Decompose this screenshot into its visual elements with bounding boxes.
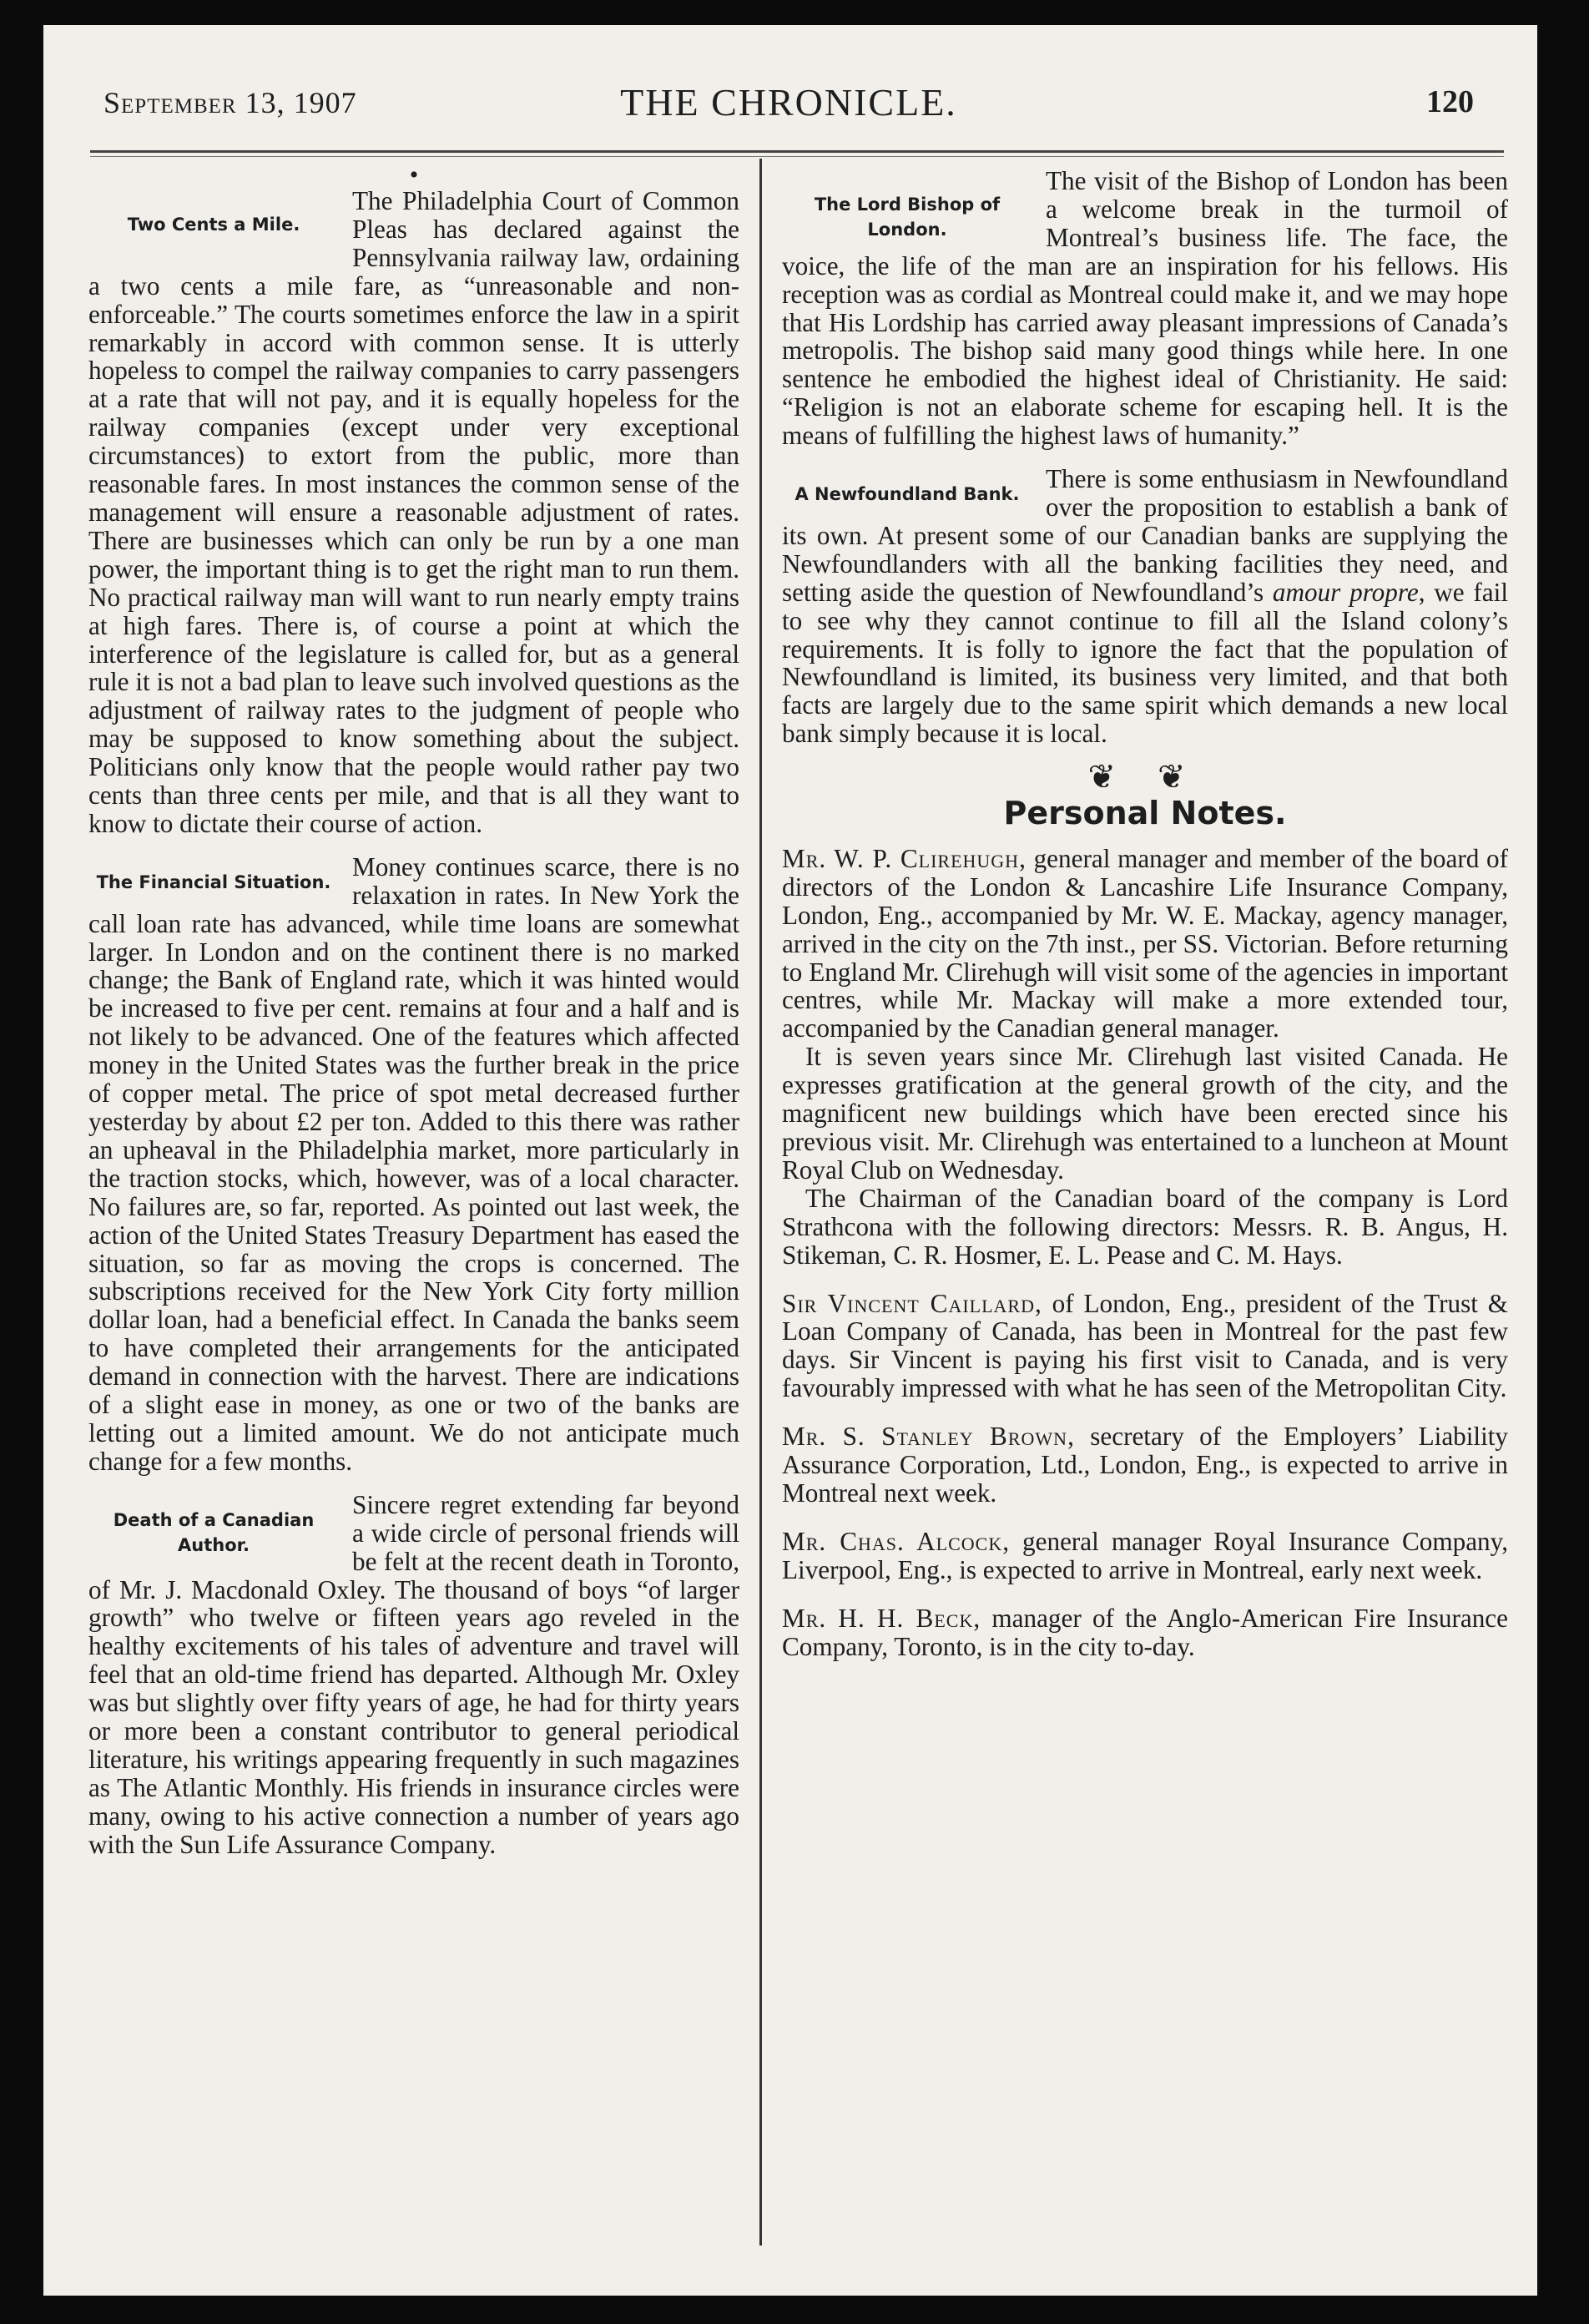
article-newfoundland — [782, 465, 1508, 748]
note-text: of London, Eng., president of the Trust & Loan Company of Canada, has been in Montreal for the past few days. Sir Vincent is paying his first visit to Canada, and is very favourably impressed with what he has seen of the Metropolitan City. — [782, 1288, 1508, 1403]
note-text: manager of the Anglo-American Fire Insurance Company, Toronto, is in the city to-day. — [782, 1603, 1508, 1661]
article-bishop-text: The visit of the Bishop of London has been a welcome break in the turmoil of Montreal’s business life. The face, the voice, the life of the man are an inspiration for his fellows. His reception was as cordial as Montreal could make it, and we may hope that His Lordship has carried away pleasant impressions of Canada’s metropolis. The bishop said many good things while here. In one sentence he embodied the highest ideal of Christianity. He said: “Religion is not an elaborate scheme for escaping hell. It is the means of fulfilling the highest laws of humanity.” — [782, 167, 1508, 451]
sidehead-two-cents: Two Cents a Mile. — [127, 215, 300, 235]
newfoundland-italic: amour propre — [1272, 577, 1419, 607]
sidehead-death-author: Death of a Canadian Author. — [113, 1509, 315, 1555]
personal-notes-title: Personal Notes. — [1003, 795, 1287, 832]
note-text: general manager and member of the board of directors of the London & Lancashire Life Insurance Company, London, Eng., accompanied by Mr. W. E. Mackay, agency manager, arrived in the city on the 7th inst., per SS. Victorian. Before returning to England Mr. Clirehugh will visit some of the agencies in important centres, while Mr. Mackay will make a more extended tour, accompanied by the Canadian general manager. — [782, 843, 1509, 1043]
column-divider — [759, 159, 762, 2246]
note-name: Mr. Chas. Alcock, — [782, 1526, 1011, 1556]
note-text: general manager Royal Insurance Company, Liverpool, Eng., is expected to arrive in Montreal, early next week. — [782, 1526, 1508, 1584]
sidehead-newfoundland: A Newfoundland Bank. — [794, 484, 1020, 505]
article-two-cents-text: The Philadelphia Court of Common Pleas has declared against the Pennsylvania railway law, ordaining a two cents a mile fare, as “unreasonable and non-enforceable.” The courts sometimes enforce the law in a spirit remarkably in accord with common sense. It is utterly hopeless to compel the railway companies to carry passengers at a rate that will not pay, and it is equally hopeless for the railway companies (except under very exceptional circumstances) to extort from the public, more than reasonable fares. In most instances the common sense of the management will ensure a reasonable adjustment of rates. There are businesses which can only be run by a one man power, the important thing is to get the right man to run them. No practical railway man will want to run nearly empty trains at high fares. There is, of course a point at which the interference of the legislature is called for, but as a general rule it is not a bad plan to leave such involved questions as the adjustment of railway rates to the judgment of people who may be supposed to know something about the subject. Politicians only know that the people would rather pay two cents than three cents per mile, and that is all they want to know to dictate their course of action. — [88, 187, 739, 838]
article-newfoundland-text — [782, 465, 1508, 748]
left-column — [88, 161, 739, 1874]
note-alcock — [782, 1528, 1508, 1584]
note-caillard — [782, 1290, 1508, 1403]
note-name: Sir Vincent Caillard, — [782, 1288, 1042, 1318]
note-text-extra: The Chairman of the Canadian board of the company is Lord Strathcona with the following directors: Messrs. R. B. Angus, H. Stikeman, C. R. Hosmer, E. L. Pease and C. M. Hays. — [782, 1183, 1508, 1270]
header-rule — [90, 150, 1504, 157]
page-header — [103, 73, 1474, 132]
article-death-author-text: Sincere regret extending far beyond a wide circle of personal friends will be felt at the recent death in Toronto, of Mr. J. Macdonald Oxley. The thousand of boys “of larger growth” who twelve or fifteen years ago reveled in the healthy excitements of his tales of adventure and travel will feel that an old-time friend has departed. Although Mr. Oxley was but slightly over fifty years of age, he had for thirty years or more been a constant contributor to general periodical literature, his writings appearing frequently in such magazines as The Atlantic Monthly. His friends in insurance circles were many, owing to his active connection a number of years ago with the Sun Life Assurance Company. — [88, 1490, 739, 1859]
note-name: Mr. S. Stanley Brown, — [782, 1422, 1075, 1452]
note-clirehugh — [782, 845, 1508, 1270]
article-financial-text: Money continues scarce, there is no relaxation in rates. In New York the call loan rate has advanced, while time loans are somewhat larger. In London and on the continent there is no marked change; the Bank of England rate, which it was hinted would be increased to five per cent. remains at four and a half and is not likely to be advanced. One of the features which affected money in the United States was the further break in the price of copper metal. The price of spot metal decreased further yesterday by about £2 per ton. Added to this there was rather an upheaval in the Philadelphia market, more particularly in the traction stocks, which, however, was of a local character. No failures are, so far, reported. As pointed out last week, the action of the United States Treasury Department has eased the situation, so far as moving the crops is concerned. The subscriptions received for the New York City forty million dollar loan, had a beneficial effect. In Canada the banks seem to have completed their arrangements for the anticipated demand in connection with the harvest. There are indications of a slight ease in money, as one or two of the banks are letting out a limited amount. We do not anticipate much change for a few months. — [88, 852, 739, 1476]
ornament-dot: • — [409, 161, 419, 189]
note-name: Mr. W. P. Clirehugh, — [782, 843, 1027, 873]
section-ornament: ❦ ❦ — [1087, 758, 1203, 796]
sidehead-financial: The Financial Situation. — [96, 872, 331, 892]
newfoundland-text-b: , we fail to see why they cannot continue to fill all the Island colony’s requirements. It is folly to ignore the fact that the population of Newfoundland is limited, its business very limited, and that both facts are largely due to the same spirit which demands a new local bank simply because it is local. — [782, 577, 1508, 749]
note-text-extra: It is seven years since Mr. Clirehugh last visited Canada. He expresses gratification at the general growth of the city, and the magnificent new buildings which have been erected since his previous visit. Mr. Clirehugh was entertained to a luncheon at Mount Royal Club on Wednesday. — [782, 1042, 1508, 1185]
article-financial — [88, 853, 739, 1476]
article-death-author — [88, 1491, 739, 1859]
note-name: Mr. H. H. Beck, — [782, 1603, 981, 1633]
note-text: secretary of the Employers’ Liability Assurance Corporation, Ltd., London, Eng., is expected to arrive in Montreal next week. — [782, 1422, 1509, 1508]
article-bishop — [782, 167, 1508, 450]
sidehead-bishop: The Lord Bishop of London. — [814, 195, 1001, 240]
right-column — [782, 167, 1508, 1681]
publication-title: THE CHRONICLE. — [620, 81, 957, 124]
page-number: 120 — [1426, 84, 1474, 119]
article-two-cents — [88, 187, 739, 838]
note-beck — [782, 1604, 1508, 1661]
newspaper-page — [43, 25, 1537, 2296]
newfoundland-text-a: There is some enthusiasm in Newfoundland over the proposition to establish a bank of its own. At present some of our Canadian banks are supplying the Newfoundlanders with all the banking facilities they need, and setting aside the question of Newfoundland’s — [782, 465, 1508, 607]
issue-date: September 13, 1907 — [103, 86, 357, 119]
note-brown — [782, 1422, 1508, 1508]
